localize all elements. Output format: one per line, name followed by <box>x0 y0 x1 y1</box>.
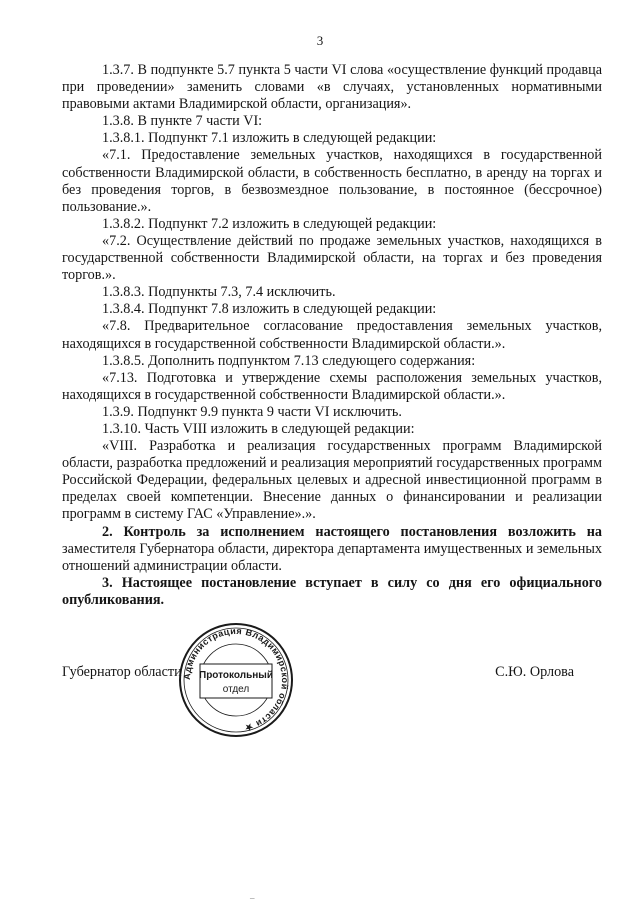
paragraph-p-1-3-8-1: 1.3.8.1. Подпункт 7.1 изложить в следующей редакции: <box>102 130 437 147</box>
svg-text:Администрация Владимирской обл: Администрация Владимирской области ★ <box>181 625 291 734</box>
footer-mark: – <box>250 893 255 903</box>
paragraph-p-2 <box>62 524 602 575</box>
official-stamp <box>176 620 296 740</box>
signature-block <box>62 664 602 684</box>
paragraph-p-3: 3. Настоящее постановление вступает в силу со дня его официального опубликования. <box>62 574 602 608</box>
paragraph-p-7-8: «7.8. Предварительное согласование предоставления земельных участков, находящихся в государственной собственности Владимирской области.». <box>62 318 602 352</box>
paragraph-p-1-3-8: 1.3.8. В пункте 7 части VI: <box>102 113 263 130</box>
paragraph-p-1-3-10: 1.3.10. Часть VIII изложить в следующей редакции: <box>102 420 415 437</box>
page-number: 3 <box>316 33 324 48</box>
paragraph-p-1-3-8-4: 1.3.8.4. Подпункт 7.8 изложить в следующей редакции: <box>102 301 437 318</box>
paragraph-p-7-2: «7.2. Осуществление действий по продаже земельных участков, находящихся в государственной собственности Владимирской области, на торгах и без проведения торгов.». <box>62 232 602 284</box>
stamp-seal-icon <box>176 620 296 740</box>
signatory-position: Губернатор области <box>62 664 182 680</box>
paragraph-p-7-13: «7.13. Подготовка и утверждение схемы расположения земельных участков, находящихся в государственной собственности Владимирской области.». <box>62 369 602 403</box>
paragraph-p-7-1: «7.1. Предоставление земельных участков, находящихся в государственной собственности Владимирской области, в собственность бесплатно, в аренду на торгах и без проведения торгов, в безвозмездное пользование, в постоянное (бессрочное) пользование.». <box>62 147 602 215</box>
signatory-name: С.Ю. Орлова <box>495 664 574 680</box>
svg-text:Протокольный: Протокольный <box>199 670 273 681</box>
svg-text:отдел: отдел <box>222 684 250 695</box>
paragraph-p-1-3-9: 1.3.9. Подпункт 9.9 пункта 9 части VI исключить. <box>102 403 402 420</box>
paragraph-p-1-3-8-2: 1.3.8.2. Подпункт 7.2 изложить в следующей редакции: <box>102 215 437 232</box>
paragraph-lead: 2. Контроль за исполнением настоящего постановления возложить на <box>102 523 602 540</box>
paragraph-p-viii: «VIII. Разработка и реализация государственных программ Владимирской области, разработка предложений и реализация мероприятий государственных программ Российской Федерации, федеральных целевых и адресной инвестиционной программ в пределах своей компетенции. Внесение данных о финансировании и реализации программ в систему ГАС «Управление».». <box>62 438 602 523</box>
paragraph-p-1-3-7: 1.3.7. В подпункте 5.7 пункта 5 части VI слова «осуществление функций продавца при проведении» заменить словами «в случаях, установленных нормативными правовыми актами Владимирской области, организация». <box>62 62 602 113</box>
paragraph-p-1-3-8-5: 1.3.8.5. Дополнить подпунктом 7.13 следующего содержания: <box>102 352 476 369</box>
paragraph-rest: заместителя Губернатора области, директора департамента имущественных и земельных отношений администрации области. <box>62 540 602 574</box>
document-body <box>62 62 602 609</box>
paragraph-p-1-3-8-3: 1.3.8.3. Подпункты 7.3, 7.4 исключить. <box>102 284 336 301</box>
